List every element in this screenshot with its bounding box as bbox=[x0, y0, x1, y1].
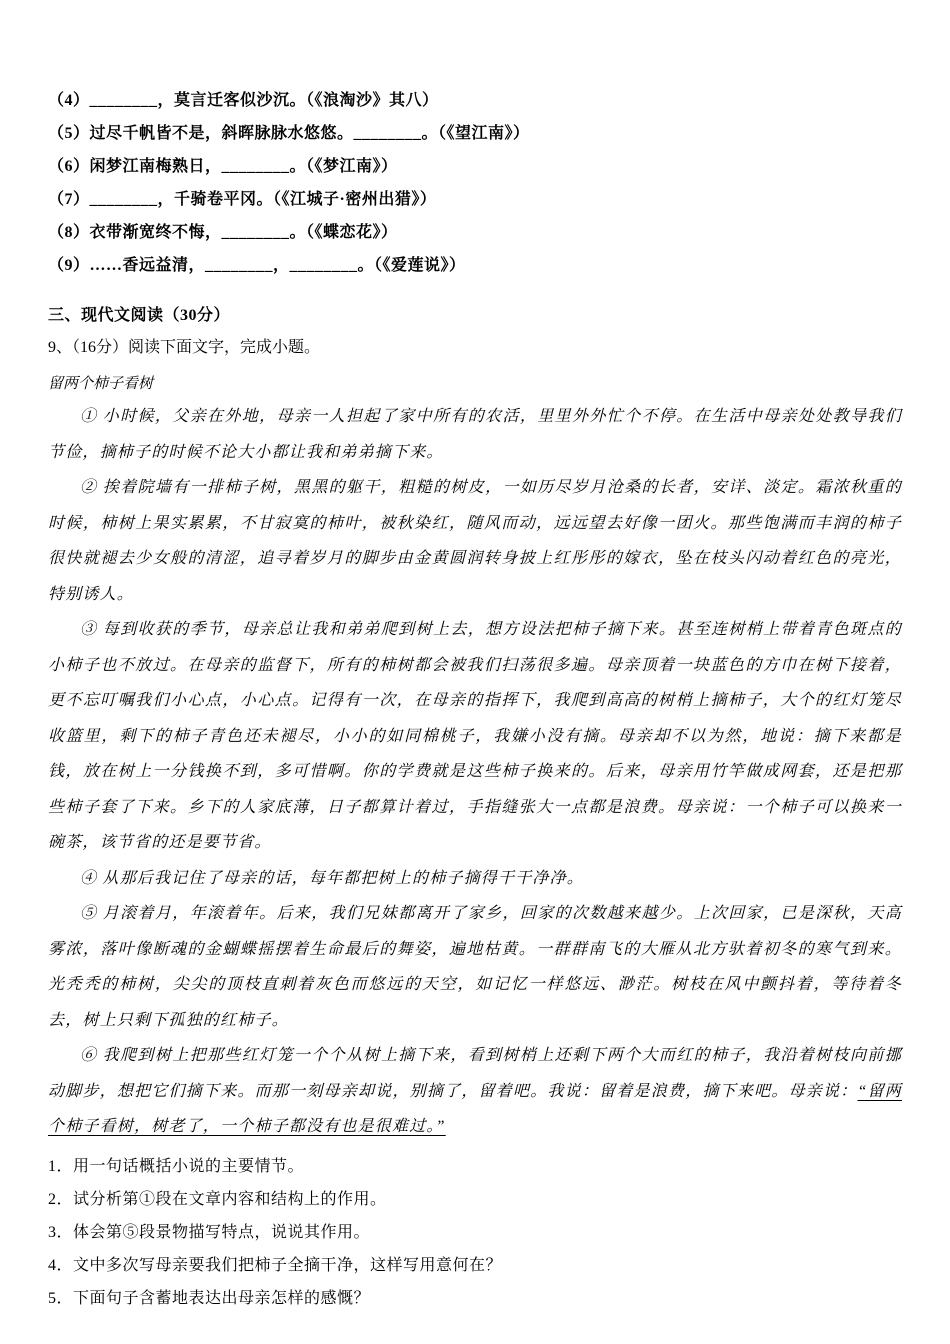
passage-paragraph-2: ② 挨着院墙有一排柿子树，黑黑的躯干，粗糙的树皮，一如历尽岁月沧桑的长者，安详、淡定。霜浓秋重的时候，柿树上果实累累，不甘寂寞的柿叶，被秋染红，随风而动，远远望去好像一团火。那些饱满而丰润的柿子很快就褪去少女般的清涩，追寻着岁月的脚步由金黄圆润转身披上红彤彤的嫁衣，坠在枝头闪动着红色的亮光，特别诱人。 bbox=[48, 479, 902, 603]
question-4: 4．文中多次写母亲要我们把柿子全摘干净，这样写用意何在？ bbox=[48, 1256, 503, 1274]
passage-paragraph-4: ④ 从那后我记住了母亲的话，每年都把树上的柿子摘得干干净净。 bbox=[80, 869, 585, 887]
passage-paragraph-5: ⑤ 月滚着月，年滚着年。后来，我们兄妹都离开了家乡，回家的次数越来越少。上次回家，已是深秋，天高雾浓，落叶像断魂的金蝴蝶摇摆着生命最后的舞姿，遍地枯黄。一群群南飞的大雁从北方驮着初冬的寒气到来。光秃秃的柿树，尖尖的顶枝直刺着灰色而悠远的天空，如记忆一样悠远、渺茫。树枝在风中颤抖着，等待着冬去，树上只剩下孤独的红柿子。 bbox=[48, 905, 902, 1029]
question-3: 3．体会第⑤段景物描写特点，说说其作用。 bbox=[48, 1223, 371, 1241]
recitation-item-6: （6）闲梦江南梅熟日，________。（《梦江南》） bbox=[48, 158, 398, 175]
question-intro: 9、（16分）阅读下面文字，完成小题。 bbox=[48, 339, 321, 356]
passage-title: 留两个柿子看树 bbox=[48, 376, 154, 392]
recitation-item-5: （5）过尽千帆皆不是，斜晖脉脉水悠悠。________。（《望江南》） bbox=[48, 125, 530, 142]
recitation-item-8: （8）衣带渐宽终不悔，________。（《蝶恋花》） bbox=[48, 224, 398, 241]
recitation-item-4: （4）________，莫言迁客似沙沉。（《浪淘沙》其八） bbox=[48, 92, 439, 109]
recitation-item-7: （7）________，千骑卷平冈。（《江城子·密州出猎》） bbox=[48, 191, 437, 208]
passage-paragraph-3: ③ 每到收获的季节，母亲总让我和弟弟爬到树上去，想方设法把柿子摘下来。甚至连树梢上带着青色斑点的小柿子也不放过。在母亲的监督下，所有的柿树都会被我们扫荡很多遍。母亲顶着一块蓝色的方巾在树下接着，更不忘叮嘱我们小心点，小心点。记得有一次，在母亲的指挥下，我爬到高高的树梢上摘柿子，大个的红灯笼尽收篮里，剩下的柿子青色还未褪尽，小小的如同棉桃子，我嫌小没有摘。母亲却不以为然，地说：摘下来都是钱，放在树上一分钱换不到，多可惜啊。你的学费就是这些柿子换来的。后来，母亲用竹竿做成网套，还是把那些柿子套了下来。乡下的人家底薄，日子都算计着过，手指缝张大一点都是浪费。母亲说：一个柿子可以换来一碗茶，该节省的还是要节省。 bbox=[48, 621, 902, 851]
paragraph-6-text: ⑥ 我爬到树上把那些红灯笼一个个从树上摘下来，看到树梢上还剩下两个大而红的柿子，我沿着树枝向前挪动脚步，想把它们摘下来。而那一刻母亲却说，别摘了，留着吧。我说：留着是浪费，摘下来吧。母亲说： bbox=[48, 1047, 902, 1100]
section-header: 三、现代文阅读（30分） bbox=[48, 307, 231, 324]
reading-passage bbox=[48, 369, 902, 1145]
underlined-quote: “留两个柿子看树，树老了，一个柿子都没有也是很难过。” bbox=[48, 1082, 902, 1135]
question-5: 5．下面句子含蓄地表达出母亲怎样的感慨？ bbox=[48, 1289, 371, 1307]
recitation-item-9: （9）……香远益清，________，________。（《爱莲说》） bbox=[48, 257, 466, 274]
question-1: 1．用一句话概括小说的主要情节。 bbox=[48, 1157, 305, 1175]
questions-section bbox=[48, 1150, 902, 1315]
question-2: 2．试分析第①段在文章内容和结构上的作用。 bbox=[48, 1190, 387, 1208]
passage-paragraph-1: ① 小时候，父亲在外地，母亲一人担起了家中所有的农活，里里外外忙个不停。在生活中母亲处处教导我们节俭，摘柿子的时候不论大小都让我和弟弟摘下来。 bbox=[48, 408, 902, 461]
recitation-section bbox=[48, 84, 902, 282]
passage-paragraph-6 bbox=[48, 1038, 902, 1145]
